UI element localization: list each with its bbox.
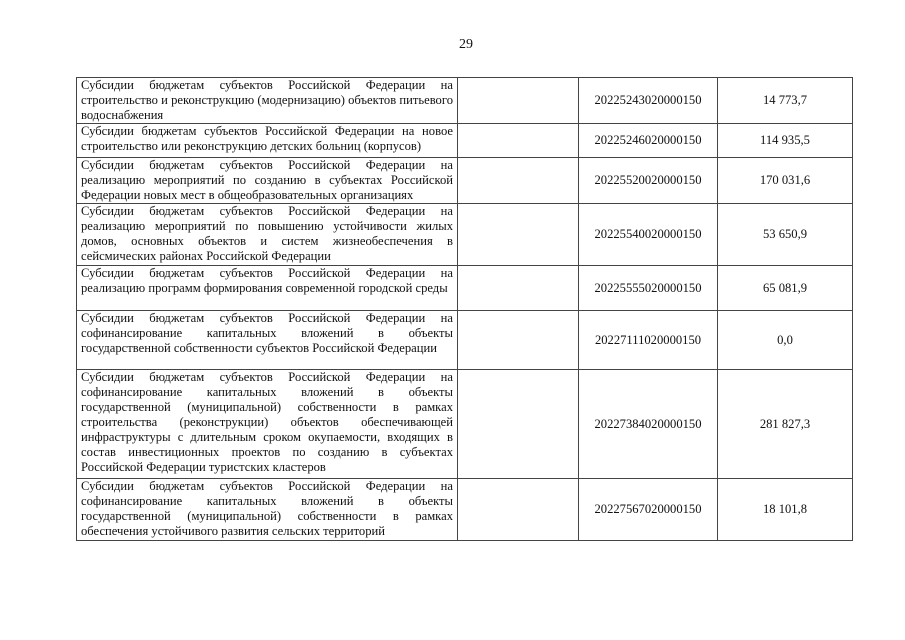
row-amount: 65 081,9 (718, 266, 853, 311)
row-amount: 14 773,7 (718, 78, 853, 124)
row-code: 20225246020000150 (579, 124, 718, 158)
row-empty-cell (458, 311, 579, 370)
row-description: Субсидии бюджетам субъектов Российской Федерации на реализацию программ формирования современной городской среды (77, 266, 458, 311)
row-code: 20227567020000150 (579, 479, 718, 541)
table-row (77, 124, 853, 158)
row-description: Субсидии бюджетам субъектов Российской Федерации на новое строительство или реконструкцию детских больниц (корпусов) (77, 124, 458, 158)
row-amount: 0,0 (718, 311, 853, 370)
row-amount: 18 101,8 (718, 479, 853, 541)
row-description: Субсидии бюджетам субъектов Российской Федерации на софинансирование капитальных вложений в объекты государственной собственности субъектов Российской Федерации (77, 311, 458, 370)
row-code: 20225243020000150 (579, 78, 718, 124)
table-row (77, 78, 853, 124)
subsidies-table (76, 77, 853, 541)
table-row (77, 370, 853, 479)
page-number: 29 (459, 37, 473, 52)
row-empty-cell (458, 370, 579, 479)
table-row (77, 311, 853, 370)
row-empty-cell (458, 124, 579, 158)
row-description: Субсидии бюджетам субъектов Российской Федерации на софинансирование капитальных вложений в объекты государственной (муниципальной) собственности в рамках строительства (реконструкции) объектов обеспечивающей инфраструктуры с длительным сроком окупаемости, входящих в состав инвестиционных проектов по созданию в субъектах Российской Федерации туристских кластеров (77, 370, 458, 479)
row-description: Субсидии бюджетам субъектов Российской Федерации на строительство и реконструкцию (модернизацию) объектов питьевого водоснабжения (77, 78, 458, 124)
row-code: 20227384020000150 (579, 370, 718, 479)
row-code: 20225540020000150 (579, 204, 718, 266)
row-description: Субсидии бюджетам субъектов Российской Федерации на софинансирование капитальных вложений в объекты государственной (муниципальной) собственности в рамках обеспечения устойчивого развития сельских территорий (77, 479, 458, 541)
row-amount: 114 935,5 (718, 124, 853, 158)
table-row (77, 266, 853, 311)
row-code: 20227111020000150 (579, 311, 718, 370)
row-description: Субсидии бюджетам субъектов Российской Федерации на реализацию мероприятий по созданию в субъектах Российской Федерации новых мест в общеобразовательных организациях (77, 158, 458, 204)
row-amount: 281 827,3 (718, 370, 853, 479)
row-empty-cell (458, 158, 579, 204)
table-row (77, 158, 853, 204)
row-description: Субсидии бюджетам субъектов Российской Федерации на реализацию мероприятий по повышению устойчивости жилых домов, основных объектов и систем жизнеобеспечения в сейсмических районах Российской Федерации (77, 204, 458, 266)
table-row (77, 479, 853, 541)
row-empty-cell (458, 266, 579, 311)
table-row (77, 204, 853, 266)
row-code: 20225555020000150 (579, 266, 718, 311)
row-empty-cell (458, 204, 579, 266)
row-amount: 53 650,9 (718, 204, 853, 266)
row-code: 20225520020000150 (579, 158, 718, 204)
row-empty-cell (458, 479, 579, 541)
row-empty-cell (458, 78, 579, 124)
row-amount: 170 031,6 (718, 158, 853, 204)
